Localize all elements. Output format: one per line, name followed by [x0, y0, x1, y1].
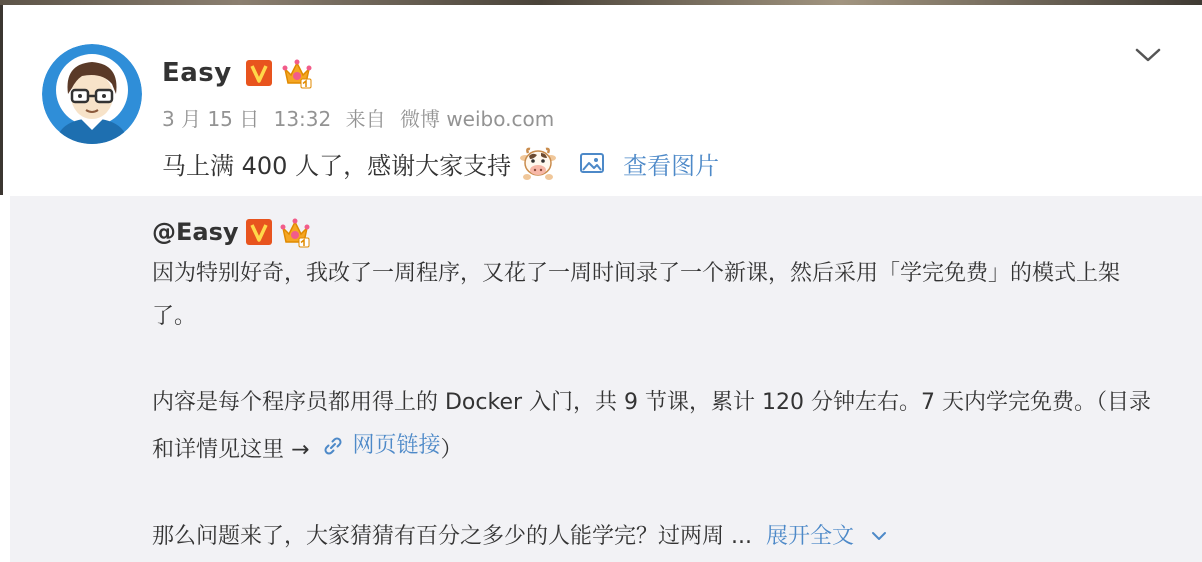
image-icon [579, 151, 605, 175]
post-time[interactable]: 13:32 [273, 107, 332, 131]
author-name[interactable]: Easy [162, 58, 232, 88]
repost-author-name[interactable]: @Easy [152, 218, 239, 246]
author-row [162, 55, 313, 91]
post-date: 3 月 15 日 [162, 107, 260, 131]
repost-paragraph-2-tail: ） [440, 437, 463, 463]
repost-author-row [152, 214, 311, 250]
verified-badge-icon[interactable] [245, 59, 273, 87]
avatar[interactable] [42, 44, 142, 144]
post-card [10, 5, 1202, 562]
repost-paragraph-3-text: 那么问题来了，大家猜猜有百分之多少的人能学完？过两周 ... [152, 523, 752, 549]
repost-paragraph-2 [152, 381, 1152, 472]
post-source[interactable]: 微博 weibo.com [399, 107, 555, 131]
cartoon-avatar-icon [42, 44, 142, 144]
expand-full-text-link[interactable] [766, 515, 888, 558]
background-edge [0, 5, 3, 195]
crown-badge-icon[interactable] [279, 216, 311, 248]
post-meta [162, 103, 554, 132]
collapse-menu-button[interactable] [1130, 37, 1166, 73]
cow-emoji-icon [519, 144, 557, 182]
verified-badge-icon[interactable] [245, 218, 273, 246]
chevron-down-icon [1134, 47, 1162, 63]
post-text: 马上满 400 人了，感谢大家支持 [162, 151, 512, 180]
web-link-label: 网页链接 [352, 433, 441, 458]
chevron-down-icon [870, 530, 888, 542]
repost-paragraph-1: 因为特别好奇，我改了一周程序，又花了一周时间录了一个新课，然后采用「学完免费」的模式上架了。 [152, 261, 1121, 329]
post-from-label: 来自 [345, 107, 386, 131]
paragraph-gap [152, 338, 1152, 381]
view-image-label: 查看图片 [623, 151, 720, 180]
crown-badge-icon[interactable] [281, 57, 313, 89]
repost-paragraph-2-text: 内容是每个程序员都用得上的 Docker 入门，共 9 节课，累计 120 分钟左右。7 天内学完免费。（目录和详情见这里 → [152, 390, 1151, 463]
paragraph-gap [152, 472, 1152, 515]
post-content [162, 145, 719, 181]
expand-label: 展开全文 [765, 523, 854, 549]
web-page-link[interactable] [316, 424, 440, 467]
link-icon [322, 435, 344, 457]
view-image-link[interactable] [579, 146, 719, 181]
repost-body [152, 252, 1152, 558]
repost-block[interactable] [10, 196, 1202, 562]
repost-paragraph-3 [152, 515, 1152, 558]
